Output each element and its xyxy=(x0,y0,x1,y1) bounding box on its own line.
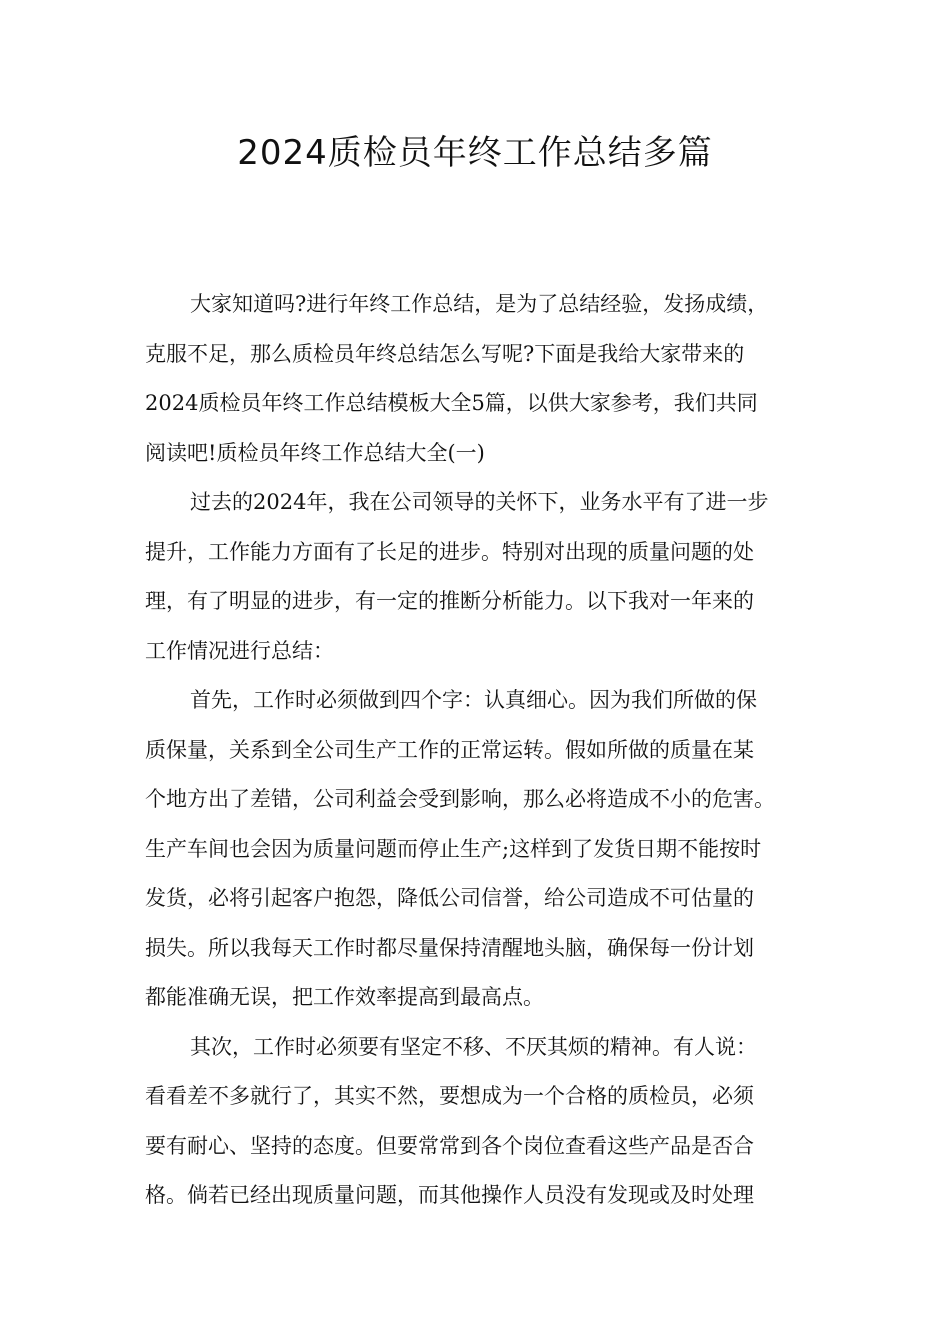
paragraph-4-line-4: 格。倘若已经出现质量问题，而其他操作人员没有发现或及时处理 xyxy=(145,1183,754,1207)
paragraph-2-line-2: 提升，工作能力方面有了长足的进步。特别对出现的质量问题的处 xyxy=(145,539,754,564)
paragraph-3-line-3: 个地方出了差错，公司利益会受到影响，那么必将造成不小的危害。 xyxy=(145,787,775,811)
paragraph-3-line-5: 发货，必将引起客户抱怨，降低公司信誉，给公司造成不可估量的 xyxy=(145,886,754,910)
paragraph-3-line-7: 都能准确无误，把工作效率提高到最高点。 xyxy=(145,985,544,1009)
document-body xyxy=(145,280,825,1221)
paragraph-1-line-2: 克服不足，那么质检员年终总结怎么写呢?下面是我给大家带来的 xyxy=(145,341,745,366)
paragraph-3-line-6: 损失。所以我每天工作时都尽量保持清醒地头脑，确保每一份计划 xyxy=(145,935,754,960)
paragraph-4-line-3: 要有耐心、坚持的态度。但要常常到各个岗位查看这些产品是否合 xyxy=(145,1133,754,1158)
paragraph-2-line-4: 工作情况进行总结： xyxy=(145,638,334,663)
paragraph-1-line-4: 阅读吧!质检员年终工作总结大全(一) xyxy=(145,440,485,465)
paragraph-2-line-3: 理，有了明显的进步，有一定的推断分析能力。以下我对一年来的 xyxy=(145,589,754,613)
paragraph-2-line-1: 过去的2024年，我在公司领导的关怀下，业务水平有了进一步 xyxy=(190,490,769,514)
paragraph-3-line-4: 生产车间也会因为质量问题而停止生产;这样到了发货日期不能按时 xyxy=(145,836,762,861)
paragraph-1-line-1: 大家知道吗?进行年终工作总结，是为了总结经验，发扬成绩， xyxy=(190,292,769,316)
paragraph-4-line-1: 其次，工作时必须要有坚定不移、不厌其烦的精神。有人说： xyxy=(190,1034,757,1059)
paragraph-1-line-3: 2024质检员年终工作总结模板大全5篇，以供大家参考，我们共同 xyxy=(145,391,758,415)
paragraph-3-line-2: 质保量，关系到全公司生产工作的正常运转。假如所做的质量在某 xyxy=(145,737,754,762)
document-title: 2024质检员年终工作总结多篇 xyxy=(237,133,713,173)
paragraph-3-line-1: 首先，工作时必须做到四个字：认真细心。因为我们所做的保 xyxy=(190,688,757,712)
paragraph-4-line-2: 看看差不多就行了，其实不然，要想成为一个合格的质检员，必须 xyxy=(145,1084,754,1108)
